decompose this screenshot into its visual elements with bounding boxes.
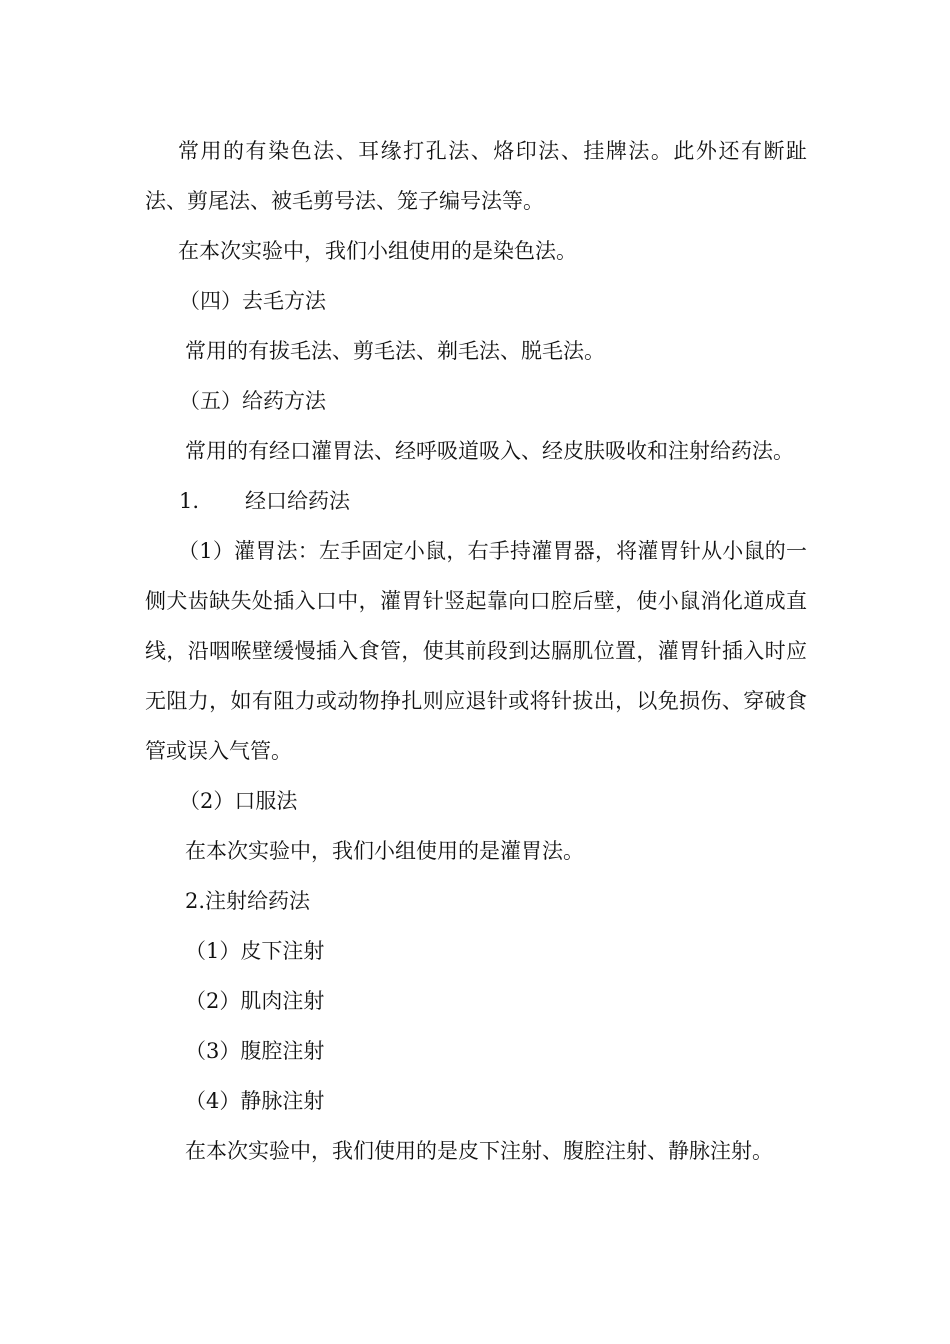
paragraph-marking-methods: 常用的有染色法、耳缘打孔法、烙印法、挂牌法。此外还有断趾法、剪尾法、被毛剪号法、笼子编号法等。 — [145, 139, 807, 213]
paragraph-administration-methods: 常用的有经口灌胃法、经呼吸道吸入、经皮肤吸收和注射给药法。 — [185, 439, 794, 463]
paragraph-injection-used: 在本次实验中，我们使用的是皮下注射、腹腔注射、静脉注射。 — [185, 1139, 773, 1163]
item-intraperitoneal: （3）腹腔注射 — [185, 1039, 325, 1063]
heading-injection: 2.注射给药法 — [185, 889, 311, 913]
item-intravenous: （4）静脉注射 — [185, 1089, 325, 1113]
document-body — [145, 126, 807, 1176]
paragraph-marking-used: 在本次实验中，我们小组使用的是染色法。 — [178, 239, 577, 263]
heading-hair-removal: （四）去毛方法 — [179, 289, 326, 313]
heading-administration: （五）给药方法 — [179, 389, 326, 413]
paragraph-gavage-used: 在本次实验中，我们小组使用的是灌胃法。 — [185, 839, 584, 863]
item-intramuscular: （2）肌肉注射 — [185, 989, 325, 1013]
paragraph-gavage: （1）灌胃法：左手固定小鼠，右手持灌胃器，将灌胃针从小鼠的一侧犬齿缺失处插入口中，灌胃针竖起靠向口腔后壁，使小鼠消化道成直线，沿咽喉壁缓慢插入食管，使其前段到达膈肌位置，灌胃针插入时应无阻力，如有阻力或动物挣扎则应退针或将针拔出，以免损伤、穿破食管或误入气管。 — [145, 539, 807, 763]
list-number: 1. — [179, 489, 200, 513]
heading-oral-administration — [145, 476, 807, 526]
item-subcutaneous: （1）皮下注射 — [185, 939, 325, 963]
paragraph-hair-removal-methods: 常用的有拔毛法、剪毛法、剃毛法、脱毛法。 — [185, 339, 605, 363]
item-oral: （2）口服法 — [179, 789, 298, 813]
list-text: 经口给药法 — [245, 489, 350, 513]
